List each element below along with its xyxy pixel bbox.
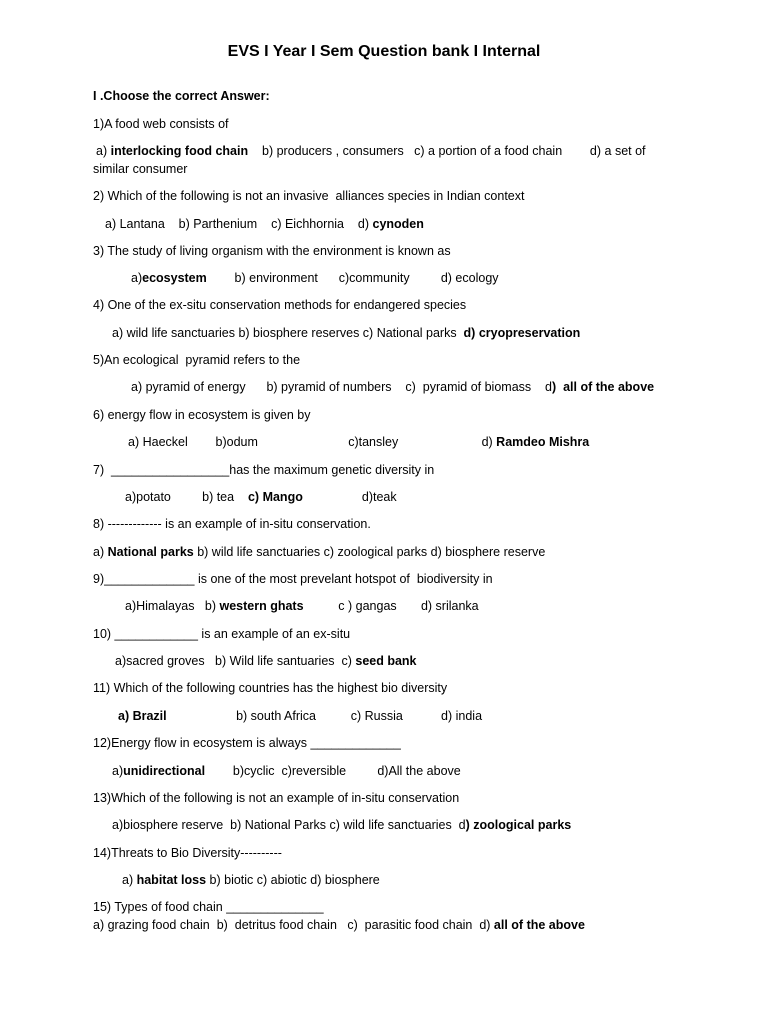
question-12-options: a)unidirectional b)cyclic c)reversible d)All the above [112,764,461,778]
answer-highlight: cynoden [372,217,424,231]
question-14-options: a) habitat loss b) biotic c) abiotic d) biosphere [122,873,380,887]
answer-highlight: National parks [107,545,194,559]
answer-highlight: ecosystem [142,271,207,285]
question-6-stem: 6) energy flow in ecosystem is given by [93,408,311,422]
question-1-stem: 1)A food web consists of [93,117,229,131]
question-3-stem: 3) The study of living organism with the environment is known as [93,244,451,258]
question-7-stem: 7) _________________has the maximum genetic diversity in [93,463,435,477]
answer-highlight: ) all of the above [552,380,655,394]
answer-highlight: ) zoological parks [465,818,572,832]
answer-highlight: western ghats [219,599,304,613]
question-15-stem: 15) Types of food chain ______________ [93,900,324,914]
question-1-options: a) interlocking food chain b) producers , consumers c) a portion of a food chain d) a set of [96,144,646,158]
question-9-stem: 9)_____________ is one of the most prevelant hotspot of biodiversity in [93,572,493,586]
answer-highlight: c) Mango [247,490,303,504]
question-14-stem: 14)Threats to Bio Diversity---------- [93,846,282,860]
question-9-options: a)Himalayas b) western ghats c ) gangas d) srilanka [125,599,479,613]
question-6-options: a) Haeckel b)odum c)tansley d) Ramdeo Mishra [128,435,590,449]
question-5-options: a) pyramid of energy b) pyramid of numbers c) pyramid of biomass d) all of the above [131,380,655,394]
question-1-options-continued: similar consumer [93,162,188,176]
section-heading: I .Choose the correct Answer: [93,89,270,103]
question-11-options: a) Brazil b) south Africa c) Russia d) india [118,709,483,723]
question-2-options: a) Lantana b) Parthenium c) Eichhornia d) cynoden [105,217,424,231]
question-8-stem: 8) ------------- is an example of in-situ conservation. [93,517,371,531]
answer-highlight: interlocking food chain [110,144,249,158]
question-5-stem: 5)An ecological pyramid refers to the [93,353,301,367]
question-13-options: a)biosphere reserve b) National Parks c) wild life sanctuaries d) zoological parks [112,818,572,832]
answer-highlight: a) Brazil [118,709,167,723]
question-15-options: a) grazing food chain b) detritus food chain c) parasitic food chain d) all of the above [93,918,585,932]
question-8-options: a) National parks b) wild life sanctuaries c) zoological parks d) biosphere reserve [93,545,546,559]
question-12-stem: 12)Energy flow in ecosystem is always _____________ [93,736,401,750]
question-10-stem: 10) ____________ is an example of an ex-situ [93,627,351,641]
answer-highlight: Ramdeo Mishra [496,435,590,449]
question-4-stem: 4) One of the ex-situ conservation methods for endangered species [93,298,467,312]
question-13-stem: 13)Which of the following is not an example of in-situ conservation [93,791,460,805]
question-3-options: a)ecosystem b) environment c)community d) ecology [131,271,499,285]
question-11-stem: 11) Which of the following countries has the highest bio diversity [93,681,448,695]
question-4-options: a) wild life sanctuaries b) biosphere reserves c) National parks d) cryopreservation [112,326,581,340]
answer-highlight: d) cryopreservation [463,326,581,340]
answer-highlight: seed bank [355,654,417,668]
question-10-options: a)sacred groves b) Wild life santuaries c) seed bank [115,654,417,668]
question-7-options: a)potato b) tea c) Mango d)teak [125,490,397,504]
answer-highlight: all of the above [493,918,585,932]
answer-highlight: habitat loss [136,873,207,887]
answer-highlight: unidirectional [123,764,206,778]
page-title: EVS I Year I Sem Question bank I Internal [227,43,541,60]
question-2-stem: 2) Which of the following is not an invasive alliances species in Indian context [93,189,525,203]
